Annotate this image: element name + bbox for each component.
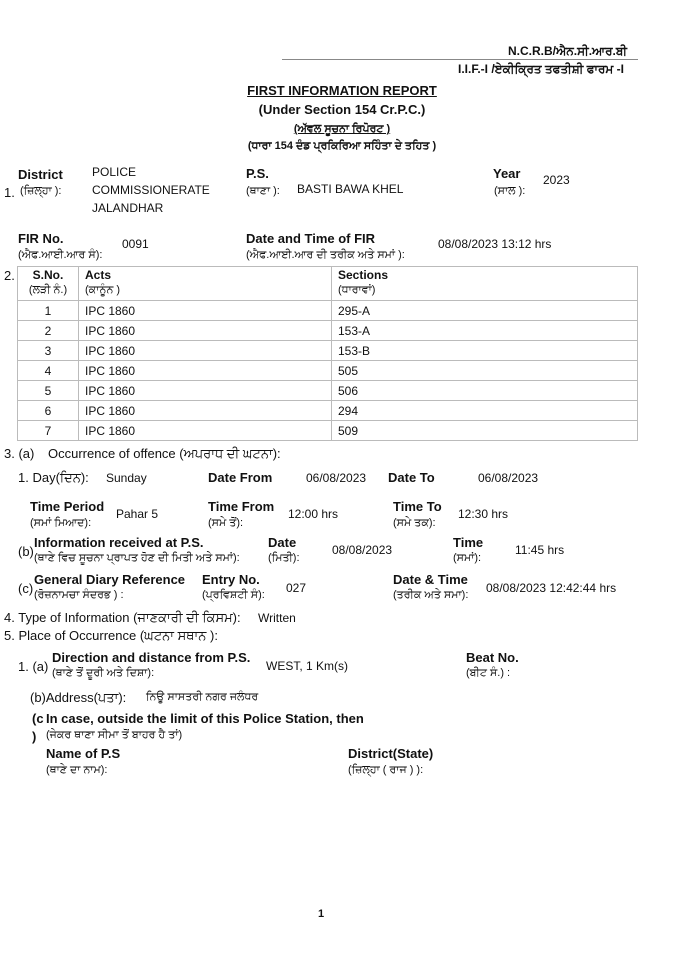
ps-label: P.S. (246, 166, 269, 181)
outside-limit-label: In case, outside the limit of this Police Station, then (46, 711, 364, 726)
row-act: IPC 1860 (79, 361, 332, 381)
ps-name-label: Name of P.S (46, 746, 121, 761)
info-date-label-punjabi: (ਮਿਤੀ): (268, 552, 300, 564)
fir-datetime-label: Date and Time of FIR (246, 231, 376, 246)
row-section: 153-A (332, 321, 638, 341)
report-subtitle-punjabi: (ਧਾਰਾ 154 ਦੰਡ ਪ੍ਰਕਿਰਿਆ ਸਹਿੰਤਾ ਦੇ ਤਹਿਤ ) (247, 140, 437, 152)
info-received-label-punjabi: (ਥਾਣੇ ਵਿਚ ਸੂਚਨਾ ਪ੍ਰਾਪਤ ਹੋਣ ਦੀ ਮਿਤੀ ਅਤੇ ਸਮਾਂ): (34, 552, 240, 564)
row-sno: 2 (18, 321, 79, 341)
row-section: 505 (332, 361, 638, 381)
page-number: 1 (318, 908, 325, 920)
report-title: FIRST INFORMATION REPORT (247, 83, 437, 98)
iif-label: I.I.F.-I /ਏਕੀਕ੍ਰਿਤ ਤਫਤੀਸ਼ੀ ਫਾਰਮ -I (458, 62, 624, 76)
direction-marker: 1. (a) (18, 659, 49, 674)
section-3-number: 3. (a) (4, 446, 35, 461)
district-value-line1: POLICE (92, 165, 137, 179)
table-row (18, 381, 638, 401)
section-2-number: 2. (4, 268, 15, 283)
fir-number-value: 0091 (122, 237, 149, 251)
sno-header: S.No. (ਲੜੀ ਨੰ.) (18, 267, 79, 301)
day-label: 1. Day(ਦਿਨ): (18, 470, 89, 485)
table-row (18, 401, 638, 421)
time-to-label-punjabi: (ਸਮੇ ਤਕ): (393, 517, 436, 529)
gd-datetime-label: Date & Time (393, 572, 468, 587)
row-sno: 3 (18, 341, 79, 361)
place-of-occurrence-label: 5. Place of Occurrence (ਘਟਨਾ ਸਥਾਨ ): (4, 628, 218, 643)
sections-header: Sections (ਧਾਰਾਵਾਂ) (332, 267, 638, 301)
report-subtitle: (Under Section 154 Cr.P.C.) (258, 102, 426, 117)
row-sno: 7 (18, 421, 79, 441)
header-divider (282, 59, 638, 60)
date-from-label: Date From (208, 470, 273, 485)
ps-value: BASTI BAWA KHEL (297, 182, 404, 196)
time-period-value: Pahar 5 (116, 507, 159, 521)
table-row (18, 361, 638, 381)
entry-number-label: Entry No. (202, 572, 260, 587)
occurrence-label: Occurrence of offence (ਅਪਰਾਧ ਦੀ ਘਟਨਾ): (48, 446, 281, 461)
address-value: ਨਿਊ ਸਾਸਤਰੀ ਨਗਰ ਜਲੰਧਰ (146, 691, 259, 703)
info-time-label: Time (453, 535, 484, 550)
day-value: Sunday (106, 471, 147, 485)
time-from-label: Time From (208, 499, 275, 514)
row-act: IPC 1860 (79, 321, 332, 341)
row-sno: 4 (18, 361, 79, 381)
report-title-punjabi: (ਅੱਵਲ ਸੂਚਨਾ ਰਿਪੋਰਟ ) (293, 123, 391, 135)
row-section: 506 (332, 381, 638, 401)
row-act: IPC 1860 (79, 381, 332, 401)
info-received-marker: (b) (18, 544, 34, 559)
ps-label-punjabi: (ਥਾਣਾ ): (246, 185, 280, 197)
info-time-label-punjabi: (ਸਮਾਂ): (453, 552, 482, 564)
ncrb-label: N.C.R.B/ਐਨ.ਸੀ.ਆਰ.ਬੀ (508, 44, 627, 58)
row-act: IPC 1860 (79, 421, 332, 441)
entry-number-label-punjabi: (ਪ੍ਰਵਿਸ਼ਟੀ ਸੰ): (202, 589, 265, 601)
row-section: 294 (332, 401, 638, 421)
acts-sections-table (17, 266, 638, 441)
gd-datetime-value: 08/08/2023 12:42:44 hrs (486, 581, 617, 595)
district-state-label-punjabi: (ਜ਼ਿਲ੍ਹਾ ( ਰਾਜ ) ): (348, 764, 424, 776)
fir-number-label-punjabi: (ਐਫ.ਆਈ.ਆਰ ਸੰ): (18, 249, 103, 261)
gd-reference-marker: (c) (18, 581, 34, 596)
info-time-value: 11:45 hrs (515, 543, 565, 557)
outside-limit-marker-close: ) (32, 729, 37, 744)
gd-reference-label-punjabi: (ਰੋਜ਼ਨਾਮਚਾ ਸੰਦਰਭ ) : (34, 589, 124, 601)
year-label-punjabi: (ਸਾਲ ): (494, 185, 526, 197)
date-to-value: 06/08/2023 (478, 471, 539, 485)
beat-number-label: Beat No. (466, 650, 519, 665)
direction-label: Direction and distance from P.S. (52, 650, 251, 665)
district-label: District (18, 167, 63, 182)
direction-label-punjabi: (ਥਾਣੇ ਤੋਂ ਦੂਰੀ ਅਤੇ ਦਿਸ਼ਾ): (52, 667, 155, 679)
acts-header: Acts (ਕਾਨੂੰਨ ) (79, 267, 332, 301)
gd-datetime-label-punjabi: (ਤਰੀਕ ਅਤੇ ਸਮਾ): (393, 589, 469, 601)
row-section: 295-A (332, 301, 638, 321)
row-sno: 1 (18, 301, 79, 321)
time-to-value: 12:30 hrs (458, 507, 509, 521)
row-act: IPC 1860 (79, 301, 332, 321)
table-row (18, 421, 638, 441)
year-label: Year (493, 166, 521, 181)
info-received-label: Information received at P.S. (34, 535, 204, 550)
year-value: 2023 (543, 173, 570, 187)
table-header-row (18, 267, 638, 301)
direction-value: WEST, 1 Km(s) (266, 659, 349, 673)
date-to-label: Date To (388, 470, 435, 485)
fir-number-label: FIR No. (18, 231, 64, 246)
address-label: (b)Address(ਪਤਾ): (30, 690, 127, 705)
gd-reference-label: General Diary Reference (34, 572, 186, 587)
district-value-line3: JALANDHAR (92, 201, 164, 215)
fir-datetime-value: 08/08/2023 13:12 hrs (438, 237, 552, 251)
row-act: IPC 1860 (79, 401, 332, 421)
fir-datetime-label-punjabi: (ਐਫ.ਆਈ.ਆਰ ਦੀ ਤਰੀਕ ਅਤੇ ਸਮਾਂ ): (246, 249, 405, 261)
table-row (18, 321, 638, 341)
district-state-label: District(State) (348, 746, 434, 761)
info-date-label: Date (268, 535, 297, 550)
time-to-label: Time To (393, 499, 442, 514)
time-from-label-punjabi: (ਸਮੇ ਤੋਂ): (208, 517, 244, 529)
outside-limit-marker-open: (c (32, 711, 44, 726)
ps-name-label-punjabi: (ਥਾਣੇ ਦਾ ਨਾਮ): (46, 764, 108, 776)
row-section: 153-B (332, 341, 638, 361)
time-period-label-punjabi: (ਸਮਾਂ ਮਿਆਦ): (30, 517, 92, 529)
outside-limit-label-punjabi: (ਜੇਕਰ ਥਾਣਾ ਸੀਮਾ ਤੋਂ ਬਾਹਰ ਹੈ ਤਾਂ) (46, 729, 183, 741)
table-row (18, 301, 638, 321)
entry-number-value: 027 (286, 581, 307, 595)
beat-number-label-punjabi: (ਬੀਟ ਸੰ.) : (466, 667, 511, 679)
time-from-value: 12:00 hrs (288, 507, 339, 521)
section-1-number: 1. (4, 185, 15, 200)
time-period-label: Time Period (30, 499, 105, 514)
row-act: IPC 1860 (79, 341, 332, 361)
row-section: 509 (332, 421, 638, 441)
date-from-value: 06/08/2023 (306, 471, 367, 485)
info-date-value: 08/08/2023 (332, 543, 393, 557)
district-label-punjabi: (ਜ਼ਿਲ੍ਹਾ ): (20, 185, 62, 197)
type-of-information-value: Written (258, 611, 296, 625)
table-row (18, 341, 638, 361)
row-sno: 5 (18, 381, 79, 401)
row-sno: 6 (18, 401, 79, 421)
type-of-information-label: 4. Type of Information (ਜਾਣਕਾਰੀ ਦੀ ਕਿਸਮ): (4, 610, 241, 625)
district-value-line2: COMMISSIONERATE (92, 183, 210, 197)
